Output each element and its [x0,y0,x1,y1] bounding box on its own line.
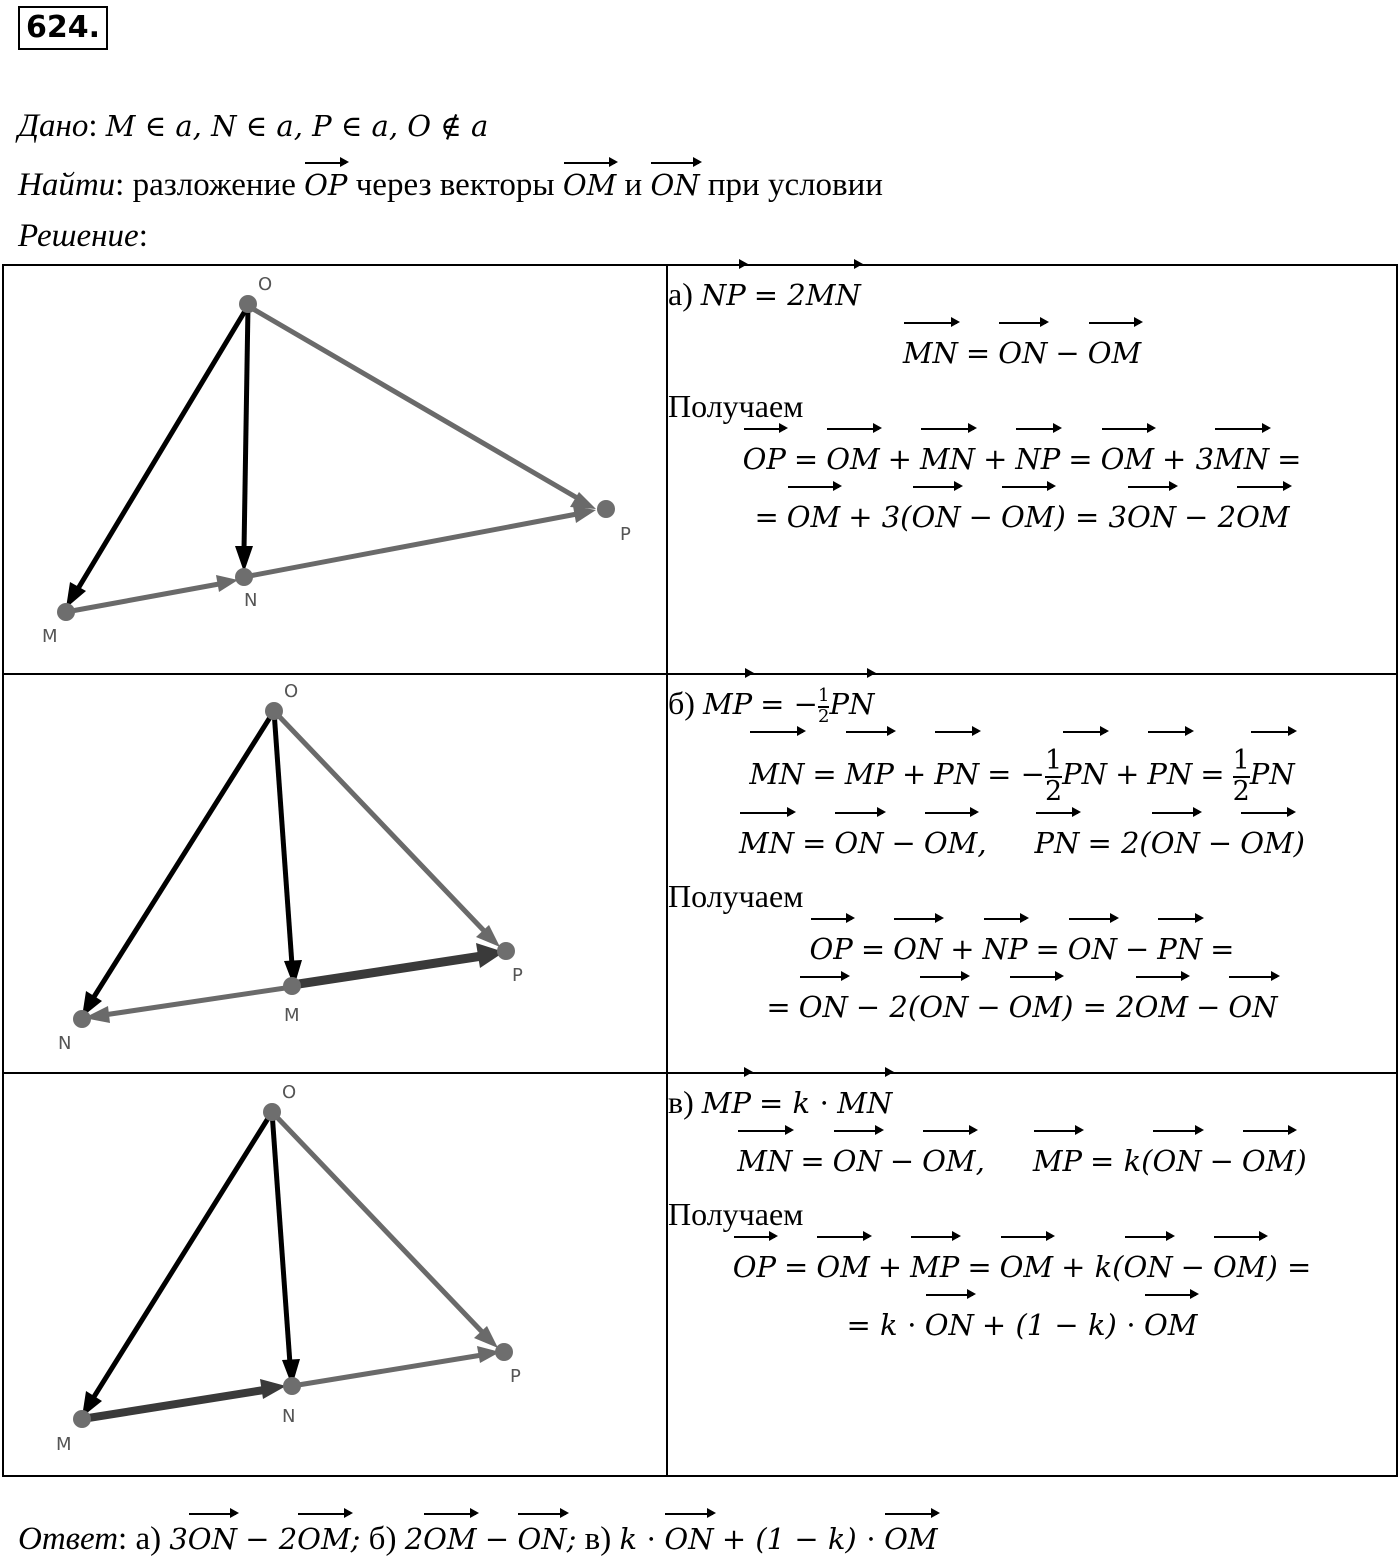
point-n [73,1010,91,1028]
label-o: O [282,1082,297,1103]
find-text-1: разложение [132,167,296,203]
point-o [263,1103,281,1121]
vector-op-arrow [272,1112,498,1348]
find-label: Найти [18,167,116,203]
find-text-4: при условии [707,167,883,203]
vector-on-arrow [235,306,253,572]
given-expression: M ∈ a, N ∈ a, P ∈ a, O ∉ a [105,109,489,143]
label-o: O [284,681,299,702]
part-label-a: а) [668,276,693,312]
solution-a: а) NP = 2MN MN = ON − OM Получаем OP = OM + MN + NP = OM + 3MN = = OM + 3(ON − OM) = 3ON − 2OM [667,265,1397,674]
vector-on-arrow [272,1112,300,1386]
label-n: N [244,590,258,611]
point-p [497,942,515,960]
vector-mn-arrow [82,1379,286,1419]
condition-c: в) MP = k ⋅ MN [668,1074,1396,1132]
find-text-2: через векторы [355,167,555,203]
point-m [283,977,301,995]
vector-on: ON [650,165,699,205]
label-m: M [284,1005,300,1026]
vector-om-arrow [82,1112,272,1417]
diagram-b [4,675,666,1067]
label-p: P [510,1366,521,1387]
answer-label: Ответ [18,1521,119,1557]
label-p: P [620,524,631,545]
answer-line: Ответ: а) 3ON − 2OM; б) 2OM − ON; в) k ⋅ ON + (1 − k) ⋅ OM [18,1516,938,1562]
point-n [235,568,253,586]
solution-table [2,264,1398,1477]
vector-mn-arrow [66,575,238,612]
point-p [597,500,615,518]
label-n: N [58,1033,72,1054]
vector-op: OP [304,165,347,205]
row-c [3,1073,1397,1476]
given-label: Дано [18,108,89,144]
figure-c [3,1073,667,1476]
figure-a [3,265,667,674]
vector-om-arrow [274,711,302,987]
vector-on-arrow [82,711,274,1017]
point-m [57,603,75,621]
diagram-a [4,266,666,668]
vector-om-arrow [66,306,248,608]
solution-line: Решение: [18,218,148,254]
getting-c: Получаем [668,1196,804,1232]
vector-mn-arrow [84,987,292,1023]
label-n: N [282,1406,296,1427]
label-p: P [512,965,523,986]
vector-op-arrow [274,711,500,947]
condition-b: б) MP = − $\frac{1}{2}$ PN [668,675,1396,733]
getting-a: Получаем [668,388,804,424]
row-a [3,265,1397,674]
getting-b: Получаем [668,878,804,914]
point-n [283,1377,301,1395]
label-m: M [56,1434,72,1455]
part-label-c: в) [668,1084,694,1120]
label-m: M [42,626,58,647]
given-line: Дано: M ∈ a, N ∈ a, P ∈ a, O ∉ a [18,108,489,144]
diagram-c [4,1074,666,1470]
figure-b [3,674,667,1073]
point-o [265,702,283,720]
vector-np-arrow [244,506,596,577]
vector-om: OM [563,165,616,205]
label-o: O [258,274,273,295]
solution-c: в) MP = k ⋅ MN MN = ON − OM, MP = k(ON − OM) Получаем OP = OM + MP = OM + k(ON − OM) = = k ⋅ ON + (1 − k) ⋅ OM [667,1073,1397,1476]
point-m [73,1410,91,1428]
point-p [495,1343,513,1361]
solution-b: б) MP = − $\frac{1}{2}$ PN MN = MP + PN = − $\frac{1}{2}$ PN + PN = $\frac{1}{2}$ PN MN = ON − OM, PN = 2(ON − OM) Получаем OP = ON + NP = ON − PN = = ON − 2(ON − OM) = 2OM − ON [667,674,1397,1073]
vector-op-arrow [248,306,596,509]
vector-mp-arrow [292,943,504,985]
point-o [239,295,257,313]
find-line: Найти: разложение OP через векторы OM и ON при условии [18,167,883,203]
solution-label: Решение [18,218,139,254]
problem-number: 624. [18,6,108,50]
condition-a: а) NP = 2MN [668,266,1396,324]
find-text-3: и [624,167,643,203]
row-b [3,674,1397,1073]
vector-np-arrow [292,1346,500,1386]
part-label-b: б) [668,685,695,721]
